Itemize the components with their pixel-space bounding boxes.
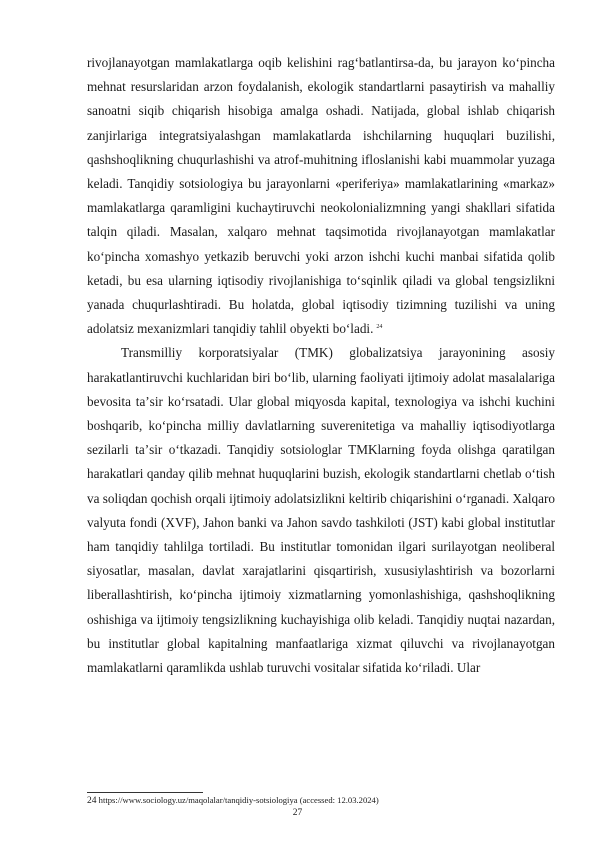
- paragraph-2-text: Transmilliy korporatsiyalar (TMK) globalizatsiya jarayonining asosiy harakatlantiruvchi kuchlaridan biri boʻlib, ularning faoliyati ijtimoiy adolat masalalariga bevosita taʼsir koʻrsatadi. Ular global miqyosda kapital, texnologiya va ishchi kuchini boshqarib, koʻpincha milliy davlatlarning suverenitetiga va mahalliy iqtisodiyotlarga sezilarli taʼsir oʻtkazadi. Tanqidiy sotsiologlar TMKlarning foyda olishga qaratilgan harakatlari qanday qilib mehnat huquqlarini buzish, ekologik standartlarni chetlab oʻtish va soliqdan qochish orqali ijtimoiy adolatsizlikni keltirib chiqarishini oʻrganadi. Xalqaro valyuta fondi (XVF), Jahon banki va Jahon savdo tashkiloti (JST) kabi global institutlar ham tanqidiy tahlilga tortiladi. Bu institutlar tomonidan ilgari surilayotgan neoliberal siyosatlar, masalan, davlat xarajatlarini qisqartirish, xususiylashtirish va bozorlarni liberallashtirish, koʻpincha ijtimoiy xizmatlarning yomonlashishiga, qashshoqlikning oshishiga va ijtimoiy tengsizlikning kuchayishiga olib keladi. Tanqidiy nuqtai nazardan, bu institutlar global kapitalning manfaatlariga xizmat qiluvchi va rivojlanayotgan mamlakatlarni qaramlikda ushlab turuvchi vositalar sifatida koʻriladi. Ular: [87, 345, 555, 676]
- paragraph-2: [87, 341, 555, 680]
- footnote-divider: [87, 792, 203, 793]
- page-number: 27: [292, 808, 303, 818]
- footnote: [87, 795, 379, 807]
- footnote-reference[interactable]: 24: [376, 323, 383, 330]
- footnote-text[interactable]: https://www.sociology.uz/maqolalar/tanqidiy-sotsiologiya (accessed: 12.03.2024): [98, 795, 379, 805]
- footnote-number: 24: [87, 796, 97, 806]
- page-body: [87, 51, 555, 680]
- paragraph-1: [87, 51, 555, 341]
- paragraph-1-text: rivojlanayotgan mamlakatlarga oqib kelishini ragʻbatlantirsa-da, bu jarayon koʻpincha mehnat resurslaridan arzon foydalanish, ekologik standartlarni pasaytirish va mahalliy sanoatni siqib chiqarish hisobiga amalga oshadi. Natijada, global ishlab chiqarish zanjirlariga integratsiyalashgan mamlakatlarda ishchilarning huquqlari buzilishi, qashshoqlikning chuqurlashishi va atrof-muhitning ifloslanishi kabi muammolar yuzaga keladi. Tanqidiy sotsiologiya bu jarayonlarni «periferiya» mamlakatlarining «markaz» mamlakatlarga qaramligini kuchaytiruvchi neokolonializmning yangi shakllari sifatida talqin qiladi. Masalan, xalqaro mehnat taqsimotida rivojlanayotgan mamlakatlar koʻpincha xomashyo yetkazib beruvchi yoki arzon ishchi kuchi manbai sifatida qolib ketadi, bu esa ularning iqtisodiy rivojlanishiga toʻsqinlik qiladi va global tengsizlikni yanada chuqurlashtiradi. Bu holatda, global iqtisodiy tizimning tuzilishi va uning adolatsiz mexanizmlari tanqidiy tahlil obyekti boʻladi.: [87, 55, 555, 337]
